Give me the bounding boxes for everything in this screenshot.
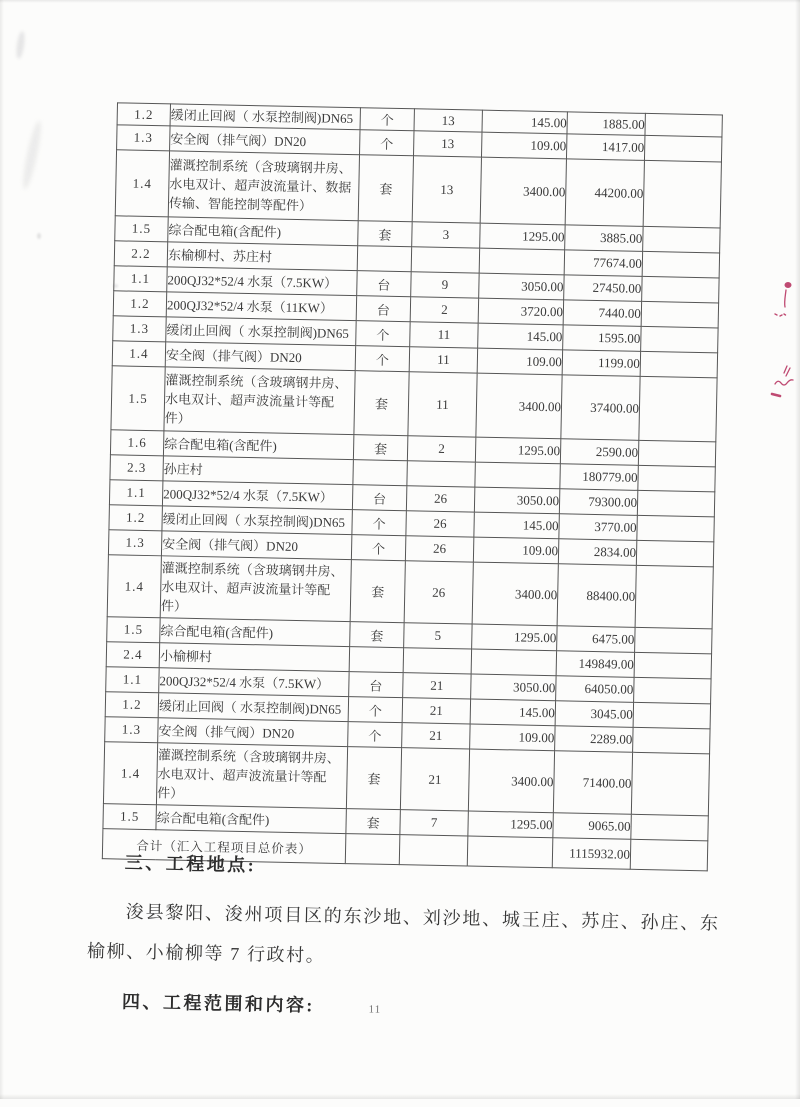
cell-unit: 个 — [348, 722, 402, 748]
cell-amount: 9065.00 — [553, 813, 631, 840]
cell-code: 1.1 — [106, 667, 159, 693]
cell-amount: 149849.00 — [556, 651, 634, 678]
cell-extra — [643, 160, 721, 228]
cell-unit-price: 145.00 — [474, 512, 559, 539]
cell-code: 2.2 — [114, 241, 167, 267]
cell-unit: 套 — [346, 809, 400, 835]
cell-quantity: 9 — [411, 272, 479, 298]
cell-unit-price: 109.00 — [470, 724, 555, 751]
cell-code: 2.4 — [106, 642, 159, 668]
cell-amount: 64050.00 — [556, 676, 634, 703]
cell-amount: 2834.00 — [558, 539, 636, 566]
cell-amount: 1885.00 — [567, 112, 645, 136]
cell-code: 1.2 — [109, 505, 162, 531]
cell-extra — [633, 702, 710, 729]
cell-quantity: 26 — [405, 536, 473, 562]
cell-quantity: 11 — [408, 372, 477, 437]
cell-name: 缓闭止回阀（ 水泵控制阀)DN65 — [162, 506, 352, 535]
scan-edge-top — [0, 0, 800, 3]
cell-extra — [639, 376, 717, 442]
cell-quantity — [407, 461, 475, 487]
cell-unit-price — [471, 649, 556, 676]
cell-extra — [634, 677, 711, 704]
cell-amount: 1417.00 — [566, 134, 644, 161]
cell-name: 200QJ32*52/4 水泵（11KW） — [166, 292, 356, 321]
cell-unit: 个 — [352, 510, 406, 536]
scan-edge-bottom — [0, 1094, 800, 1099]
cell-unit-price: 145.00 — [478, 323, 563, 350]
cell-unit-price: 3050.00 — [471, 674, 556, 701]
cell-extra — [641, 301, 718, 328]
cell-quantity: 21 — [402, 723, 470, 749]
cell-extra — [640, 351, 717, 378]
total-label: 合计（汇入工程项目总价表） — [102, 829, 346, 864]
cell-extra — [637, 515, 714, 542]
cell-amount: 180779.00 — [560, 464, 638, 491]
cell-name: 综合配电箱(含配件) — [163, 431, 353, 460]
cell-unit: 套 — [358, 221, 412, 247]
cell-quantity: 5 — [404, 623, 472, 649]
cell-quantity: 13 — [412, 156, 481, 223]
cell-unit-price: 145.00 — [470, 699, 555, 726]
cell-code: 1.2 — [117, 103, 170, 126]
cell-name: 安全阀（排气阀）DN20 — [161, 531, 351, 560]
cell-unit-price: 145.00 — [482, 110, 567, 134]
item-row — [111, 366, 717, 442]
cell-quantity: 21 — [403, 673, 471, 699]
cell-quantity — [399, 835, 468, 866]
cell-unit: 套 — [350, 622, 404, 648]
cell-extra — [645, 113, 722, 137]
item-row — [115, 150, 721, 228]
cell-unit: 个 — [355, 346, 409, 372]
cell-unit-price: 3400.00 — [468, 749, 554, 813]
location-paragraph: 浚县黎阳、浚州项目区的东沙地、刘沙地、城王庄、苏庄、孙庄、东榆柳、小榆柳等 7 行政村。 — [86, 901, 720, 966]
cell-name: 200QJ32*52/4 水泵（7.5KW） — [167, 267, 357, 296]
cell-unit — [349, 647, 403, 673]
cell-extra — [636, 540, 713, 567]
cell-quantity: 26 — [406, 511, 474, 537]
cost-table — [102, 102, 723, 871]
cell-extra — [642, 276, 719, 303]
cell-extra — [644, 135, 721, 162]
cell-extra — [637, 490, 714, 517]
cell-extra — [641, 326, 718, 353]
cell-unit-price: 3400.00 — [480, 157, 566, 225]
cell-name: 200QJ32*52/4 水泵（7.5KW） — [159, 668, 349, 697]
cell-extra — [631, 814, 708, 841]
cell-extra — [633, 727, 710, 754]
cell-extra — [638, 465, 715, 492]
cell-code: 2.3 — [110, 455, 163, 481]
cell-code: 1.3 — [113, 316, 166, 342]
cell-amount: 1199.00 — [562, 350, 640, 377]
cell-code: 1.5 — [111, 366, 165, 431]
cell-unit: 套 — [350, 560, 405, 623]
cell-unit: 台 — [352, 485, 406, 511]
cell-extra — [642, 251, 719, 278]
cell-code: 1.2 — [113, 291, 166, 317]
cell-name: 综合配电箱(含配件) — [160, 618, 350, 647]
cell-name: 灌溉控制系统（含玻璃钢井房、 水电双计、超声波流量计等配 件） — [156, 743, 347, 809]
cell-code: 1.3 — [117, 125, 170, 151]
cell-code: 1.4 — [103, 742, 157, 805]
cell-name: 小榆柳村 — [159, 643, 349, 672]
cell-amount: 37400.00 — [561, 375, 640, 441]
cell-code: 1.5 — [115, 216, 168, 242]
cell-name: 东榆柳村、苏庄村 — [167, 242, 357, 271]
cell-extra — [635, 627, 712, 654]
cell-unit: 台 — [357, 271, 411, 297]
cell-unit: 个 — [360, 108, 414, 131]
cell-name: 综合配电箱(含配件) — [168, 217, 358, 246]
cell-unit-price: 1295.00 — [472, 624, 557, 651]
cell-unit-price: 109.00 — [477, 348, 562, 375]
cell-amount: 3885.00 — [565, 225, 643, 252]
cell-code: 1.4 — [107, 555, 161, 618]
cell-quantity: 2 — [410, 297, 478, 323]
cell-name: 灌溉控制系统（含玻璃钢井房、 水电双计、超声波流量计等配 件） — [164, 367, 355, 435]
cell-quantity — [403, 648, 471, 674]
cell-amount: 71400.00 — [553, 751, 632, 815]
cell-quantity: 13 — [414, 131, 482, 157]
cell-code: 1.3 — [108, 530, 161, 556]
section-heading-scope: 四、工程范围和内容: — [121, 991, 316, 1016]
cell-unit — [345, 834, 400, 865]
cell-quantity — [411, 247, 479, 273]
scan-edge-left — [0, 0, 4, 1099]
cell-unit-price — [479, 248, 564, 275]
scan-edge-right — [795, 0, 800, 1099]
cell-unit: 套 — [353, 435, 407, 461]
cell-unit: 台 — [349, 672, 403, 698]
cell-unit: 个 — [356, 321, 410, 347]
cell-quantity: 11 — [410, 322, 478, 348]
cell-name: 缓闭止回阀（ 水泵控制阀)DN65 — [158, 693, 348, 722]
cell-quantity: 2 — [407, 436, 475, 462]
cell-unit: 套 — [346, 747, 401, 810]
cell-code: 1.5 — [107, 617, 160, 643]
cell-amount: 27450.00 — [564, 275, 642, 302]
cell-extra — [631, 752, 709, 816]
cell-name: 200QJ32*52/4 水泵（7.5KW） — [162, 481, 352, 510]
cell-amount: 77674.00 — [564, 250, 642, 277]
cell-amount: 2590.00 — [560, 439, 638, 466]
cell-unit: 套 — [358, 155, 413, 222]
cell-code: 1.6 — [110, 430, 163, 456]
section-heading-location: 三、工程地点: — [124, 852, 257, 876]
cell-extra — [630, 839, 708, 871]
cell-quantity: 3 — [412, 222, 480, 248]
cell-unit-price: 109.00 — [481, 132, 566, 159]
cell-code: 1.4 — [112, 341, 165, 367]
cell-quantity: 21 — [400, 748, 469, 811]
cell-name: 灌溉控制系统（含玻璃钢井房、 水电双计、超声波流量计、数据 传输、智能控制等配件） — [168, 151, 359, 221]
cell-amount: 79300.00 — [559, 489, 637, 516]
cell-unit-price: 1295.00 — [480, 223, 565, 250]
cell-unit-price: 3050.00 — [479, 273, 564, 300]
cell-amount: 3770.00 — [559, 514, 637, 541]
cell-extra — [638, 440, 715, 467]
cell-unit — [353, 460, 407, 486]
cell-code: 1.5 — [103, 804, 156, 830]
cell-unit-price: 3400.00 — [476, 373, 562, 439]
total-amount: 1115932.00 — [552, 838, 631, 870]
cell-unit — [357, 246, 411, 272]
cell-code: 1.2 — [105, 692, 158, 718]
cell-unit-price: 109.00 — [473, 537, 558, 564]
cell-unit-price: 1295.00 — [468, 811, 553, 838]
cell-quantity: 13 — [414, 109, 482, 132]
cell-amount: 3045.00 — [555, 701, 633, 728]
cell-quantity: 26 — [404, 561, 473, 624]
cell-amount: 88400.00 — [557, 564, 636, 628]
cell-unit-price: 3720.00 — [478, 298, 563, 325]
cell-code: 1.3 — [105, 717, 158, 743]
cell-unit-price — [475, 462, 560, 489]
cell-name: 综合配电箱(含配件) — [156, 805, 346, 834]
cell-quantity: 21 — [402, 698, 470, 724]
cell-unit: 台 — [356, 296, 410, 322]
red-ink-annotation — [765, 270, 800, 435]
cell-name: 孙庄村 — [163, 456, 353, 485]
cell-code: 1.1 — [109, 480, 162, 506]
cell-unit: 个 — [351, 535, 405, 561]
cell-name: 安全阀（排气阀）DN20 — [165, 342, 355, 371]
cell-name: 缓闭止回阀（ 水泵控制阀)DN65 — [166, 317, 356, 346]
cell-code: 1.4 — [115, 150, 169, 217]
cell-unit-price: 1295.00 — [475, 437, 560, 464]
cell-quantity: 11 — [409, 347, 477, 373]
cell-unit-price — [467, 836, 553, 868]
cell-amount: 7440.00 — [563, 300, 641, 327]
cell-unit: 套 — [354, 371, 409, 436]
cell-unit-price: 3400.00 — [472, 562, 558, 626]
cell-quantity: 26 — [406, 486, 474, 512]
cell-amount: 44200.00 — [565, 159, 644, 227]
cell-amount: 1595.00 — [563, 325, 641, 352]
cell-name: 安全阀（排气阀）DN20 — [170, 126, 360, 155]
page-number: 11 — [368, 1003, 382, 1016]
cell-extra — [634, 652, 711, 679]
cell-name: 安全阀（排气阀）DN20 — [158, 718, 348, 747]
cell-extra — [643, 226, 720, 253]
cell-name: 缓闭止回阀（ 水泵控制阀)DN65 — [170, 104, 360, 130]
cell-code: 1.1 — [114, 266, 167, 292]
cost-table-body — [103, 103, 722, 841]
cell-quantity: 7 — [400, 810, 468, 836]
cell-unit-price: 3050.00 — [474, 487, 559, 514]
cell-amount: 6475.00 — [557, 626, 635, 653]
cell-amount: 2289.00 — [555, 726, 633, 753]
cell-unit: 个 — [360, 130, 414, 156]
cell-name: 灌溉控制系统（含玻璃钢井房、 水电双计、超声波流量计等配 件） — [160, 556, 351, 622]
cell-extra — [635, 565, 713, 629]
cell-unit: 个 — [348, 697, 402, 723]
